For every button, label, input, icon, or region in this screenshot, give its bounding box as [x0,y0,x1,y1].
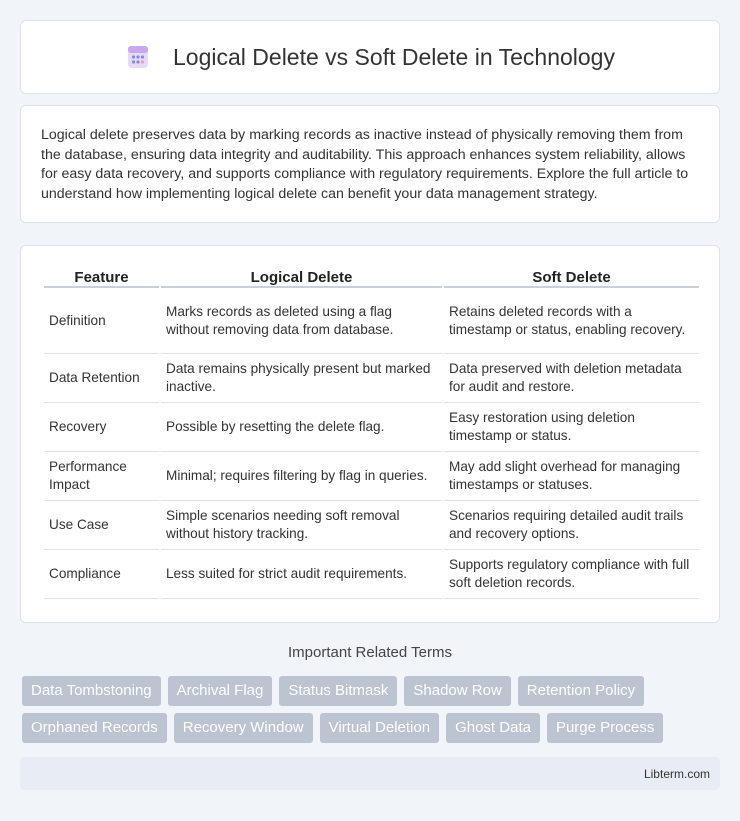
column-header: Logical Delete [161,266,442,288]
related-terms-tags [22,676,722,750]
related-terms-title: Important Related Terms [288,644,452,661]
feature-cell: Use Case [44,501,159,550]
table-row [44,288,699,354]
logical-delete-cell: Simple scenarios needing soft removal without history tracking. [161,501,442,550]
tag-virtual-deletion[interactable]: Virtual Deletion [320,713,439,743]
logical-delete-cell: Possible by resetting the delete flag. [161,403,442,452]
tag-row [22,676,722,706]
tag-status-bitmask[interactable]: Status Bitmask [279,676,397,706]
soft-delete-cell: Retains deleted records with a timestamp or status, enabling recovery. [444,288,699,354]
tag-purge-process[interactable]: Purge Process [547,713,663,743]
table-row [44,403,699,452]
comparison-card [20,245,720,623]
column-header: Soft Delete [444,266,699,288]
tag-orphaned-records[interactable]: Orphaned Records [22,713,167,743]
intro-text: Logical delete preserves data by marking records as inactive instead of physically removing them from the database, ensuring data integrity and auditability. This approach enhances system reliability, allows for easy data recovery, and supports compliance with regulatory requirements. Explore the full article to understand how implementing logical delete can benefit your data management strategy. [41,127,689,202]
soft-delete-cell: May add slight overhead for managing timestamps or statuses. [444,452,699,501]
tag-archival-flag[interactable]: Archival Flag [168,676,273,706]
feature-cell: Recovery [44,403,159,452]
soft-delete-cell: Easy restoration using deletion timestamp or status. [444,403,699,452]
page-title: Logical Delete vs Soft Delete in Technology [173,43,615,70]
tag-shadow-row[interactable]: Shadow Row [404,676,510,706]
intro-card [20,105,720,223]
feature-cell: Data Retention [44,354,159,403]
tag-recovery-window[interactable]: Recovery Window [174,713,313,743]
soft-delete-cell: Data preserved with deletion metadata for audit and restore. [444,354,699,403]
calculator-icon [125,44,151,70]
logical-delete-cell: Marks records as deleted using a flag without removing data from database. [161,288,442,354]
logical-delete-cell: Data remains physically present but marked inactive. [161,354,442,403]
comparison-table [42,266,701,599]
table-row [44,452,699,501]
logical-delete-cell: Less suited for strict audit requirements. [161,550,442,599]
feature-cell: Performance Impact [44,452,159,501]
column-header: Feature [44,266,159,288]
footer [20,757,720,790]
feature-cell: Compliance [44,550,159,599]
soft-delete-cell: Scenarios requiring detailed audit trails and recovery options. [444,501,699,550]
title-card [20,20,720,94]
tag-data-tombstoning[interactable]: Data Tombstoning [22,676,161,706]
table-row [44,550,699,599]
tag-retention-policy[interactable]: Retention Policy [518,676,644,706]
soft-delete-cell: Supports regulatory compliance with full soft deletion records. [444,550,699,599]
table-header-row [44,266,699,288]
footer-link[interactable]: Libterm.com [643,766,710,781]
table-row [44,501,699,550]
tag-ghost-data[interactable]: Ghost Data [446,713,540,743]
logical-delete-cell: Minimal; requires filtering by flag in queries. [161,452,442,501]
table-row [44,354,699,403]
tag-row [22,713,722,743]
feature-cell: Definition [44,288,159,354]
